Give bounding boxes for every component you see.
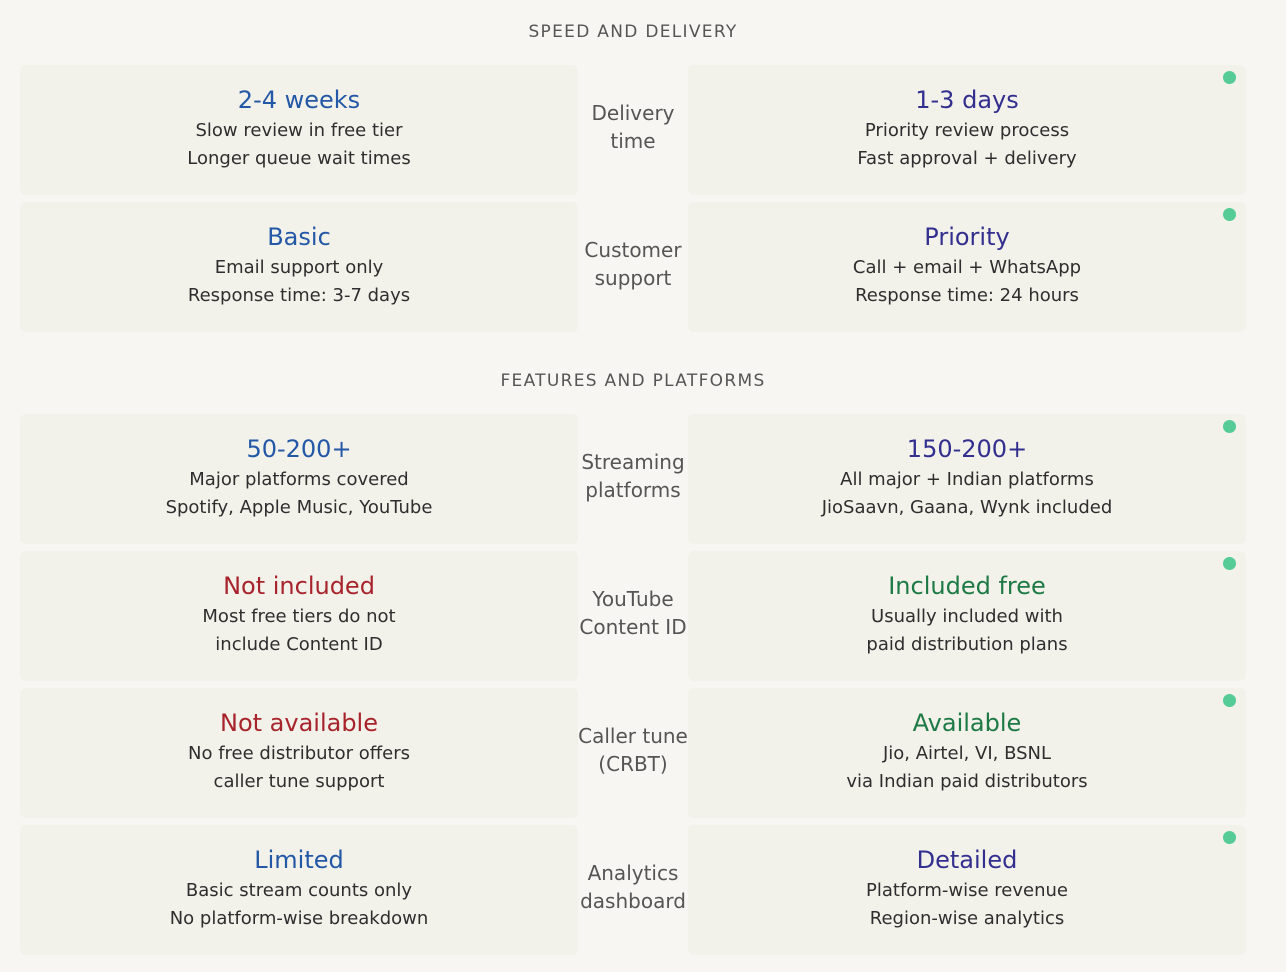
free-tier-headline: Limited bbox=[254, 846, 344, 874]
free-tier-card bbox=[20, 825, 578, 955]
paid-tier-headline: Available bbox=[912, 709, 1022, 737]
paid-tier-detail: Usually included with bbox=[871, 606, 1063, 627]
free-tier-card bbox=[20, 688, 578, 818]
comparison-row-analytics-dashboard bbox=[20, 825, 1244, 955]
paid-tier-detail: Jio, Airtel, VI, BSNL bbox=[882, 743, 1052, 764]
paid-tier-detail: Call + email + WhatsApp bbox=[852, 257, 1082, 278]
free-tier-detail: No free distributor offers bbox=[188, 743, 410, 764]
section-title-features-and-platforms: FEATURES AND PLATFORMS bbox=[500, 371, 766, 391]
free-tier-card bbox=[20, 202, 578, 332]
free-tier-detail: include Content ID bbox=[215, 634, 383, 655]
free-tier-headline: Basic bbox=[267, 223, 331, 251]
row-label: Customer support bbox=[584, 238, 682, 290]
paid-tier-card bbox=[688, 65, 1246, 195]
free-tier-detail: Email support only bbox=[214, 257, 384, 278]
free-tier-card bbox=[20, 414, 578, 544]
status-dot-icon bbox=[1223, 831, 1236, 844]
status-dot-icon bbox=[1223, 208, 1236, 221]
paid-tier-headline: 150-200+ bbox=[906, 435, 1028, 463]
free-tier-headline: Not included bbox=[223, 572, 375, 600]
free-tier-headline: 2-4 weeks bbox=[237, 86, 361, 114]
paid-tier-card bbox=[688, 551, 1246, 681]
paid-tier-headline: Detailed bbox=[916, 846, 1018, 874]
free-tier-detail: Most free tiers do not bbox=[202, 606, 396, 627]
free-tier-detail: Response time: 3-7 days bbox=[187, 285, 411, 306]
free-tier-detail: Longer queue wait times bbox=[187, 148, 411, 169]
free-tier-detail: Major platforms covered bbox=[189, 469, 409, 490]
status-dot-icon bbox=[1223, 557, 1236, 570]
free-tier-headline: Not available bbox=[219, 709, 378, 737]
comparison-row-caller-tune bbox=[20, 688, 1244, 818]
paid-tier-headline: 1-3 days bbox=[915, 86, 1019, 114]
row-label: Streaming platforms bbox=[581, 450, 685, 502]
paid-tier-detail: Fast approval + delivery bbox=[857, 148, 1077, 169]
paid-tier-detail: JioSaavn, Gaana, Wynk included bbox=[821, 497, 1113, 518]
paid-tier-detail: via Indian paid distributors bbox=[846, 771, 1088, 792]
free-tier-detail: caller tune support bbox=[213, 771, 385, 792]
free-tier-detail: No platform-wise breakdown bbox=[169, 908, 429, 929]
free-tier-headline: 50-200+ bbox=[246, 435, 352, 463]
free-tier-card bbox=[20, 65, 578, 195]
paid-tier-card bbox=[688, 825, 1246, 955]
free-tier-detail: Spotify, Apple Music, YouTube bbox=[165, 497, 433, 518]
comparison-row-streaming-platforms bbox=[20, 414, 1244, 544]
free-tier-card bbox=[20, 551, 578, 681]
paid-tier-detail: Priority review process bbox=[864, 120, 1070, 141]
paid-tier-headline: Priority bbox=[924, 223, 1010, 251]
section-title-speed-and-delivery: SPEED AND DELIVERY bbox=[528, 22, 738, 42]
paid-tier-detail: All major + Indian platforms bbox=[840, 469, 1094, 490]
paid-tier-headline: Included free bbox=[888, 572, 1046, 600]
row-label: YouTube Content ID bbox=[579, 587, 687, 639]
comparison-row-youtube-content-id bbox=[20, 551, 1244, 681]
free-tier-detail: Slow review in free tier bbox=[195, 120, 403, 141]
status-dot-icon bbox=[1223, 71, 1236, 84]
row-label: Analytics dashboard bbox=[580, 861, 686, 913]
free-tier-detail: Basic stream counts only bbox=[185, 880, 413, 901]
row-label: Caller tune (CRBT) bbox=[578, 724, 688, 776]
comparison-row-customer-support bbox=[20, 202, 1244, 332]
row-label: Delivery time bbox=[591, 101, 675, 153]
paid-tier-card bbox=[688, 688, 1246, 818]
paid-tier-detail: Platform-wise revenue bbox=[866, 880, 1068, 901]
status-dot-icon bbox=[1223, 694, 1236, 707]
paid-tier-detail: Region-wise analytics bbox=[869, 908, 1065, 929]
paid-tier-detail: paid distribution plans bbox=[866, 634, 1068, 655]
paid-tier-card bbox=[688, 414, 1246, 544]
paid-tier-card bbox=[688, 202, 1246, 332]
paid-tier-detail: Response time: 24 hours bbox=[855, 285, 1079, 306]
status-dot-icon bbox=[1223, 420, 1236, 433]
comparison-row-delivery-time bbox=[20, 65, 1244, 195]
